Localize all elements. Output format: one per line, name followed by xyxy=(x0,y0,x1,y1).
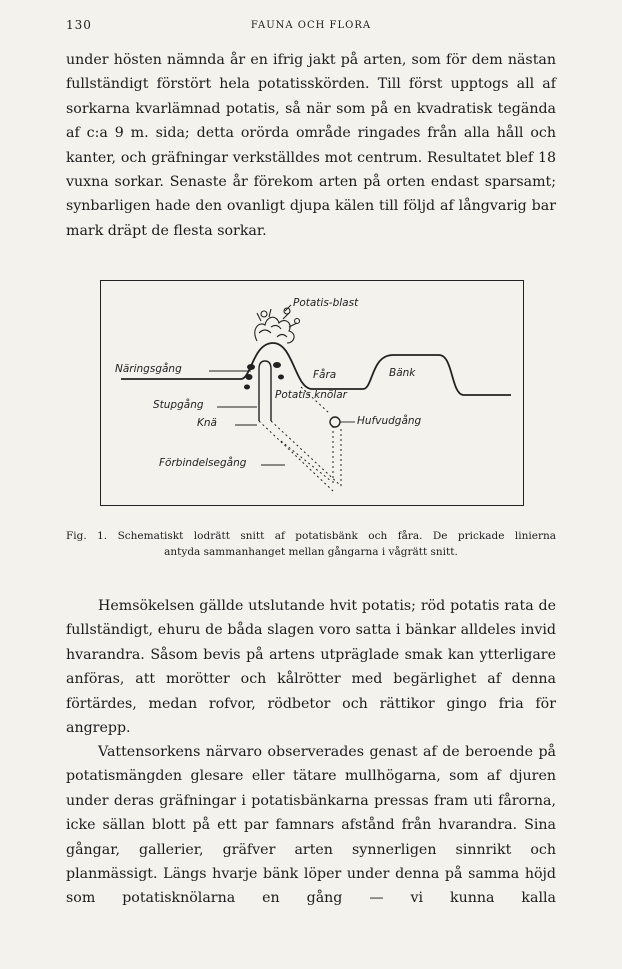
paragraph-2: Hemsökelsen gällde utslutande hvit potatis; röd potatis rata de fullständigt, ehuru de båda slagen voro satta i bänkar alldeles invid hvarandra. Såsom bevis på artens utpräglade smak kan ytterligare anföras, att morötter och kålrötter med begärlighet af denna förtärdes, medan rofvor, rödbetor och rättikor gingo fria för angrepp. xyxy=(66,598,556,737)
label-fara: Fåra xyxy=(313,369,337,381)
potato-tubers xyxy=(244,362,284,390)
label-hufvudgang: Hufvudgång xyxy=(357,415,422,427)
vertical-tunnel xyxy=(259,361,271,421)
main-tunnel-circle xyxy=(330,417,340,427)
running-title: FAUNA OCH FLORA xyxy=(250,20,372,31)
figure-caption xyxy=(66,528,556,560)
label-potatis-blast: Potatis-blast xyxy=(293,297,359,309)
figure-1 xyxy=(100,280,524,506)
label-forbindelsegang: Förbindelsegång xyxy=(159,457,247,469)
potato-plant-icon xyxy=(255,308,300,343)
label-potatis-knolar: Potatis knölar xyxy=(275,389,347,401)
caption-line-1: Fig. 1. Schematiskt lodrätt snitt af potatisbänk och fåra. De prickade linierna xyxy=(66,530,556,542)
caption-line-2: antyda sammanhanget mellan gångarna i vågrätt snitt. xyxy=(164,546,458,558)
label-stupgang: Stupgång xyxy=(153,399,204,411)
label-kna: Knä xyxy=(197,417,217,429)
page-number: 130 xyxy=(66,18,92,32)
label-bank: Bänk xyxy=(389,367,416,379)
paragraph-1: under hösten nämnda år en ifrig jakt på arten, som för dem nästan fullständigt förstört hela potatisskörden. Till först upptogs all af sorkarna kvarlämnad potatis, så när som på en kvadratisk tegända af c:a 9 m. sida; detta orörda område ringades från alla håll och kanter, och gräfningar verkställdes mot centrum. Resultatet blef 18 vuxna sorkar. Senaste år förekom arten på orten endast sparsamt; synbarligen hade den ovanligt djupa kälen till följd af långvarig bar mark dräpt de flesta sorkar. xyxy=(66,52,556,239)
paragraph-3: Vattensorkens närvaro observerades genast af de beroende på potatismängden glesare eller tätare mullhögarna, som af djuren under deras gräfningar i potatisbänkarna pressas fram uti fårorna, icke sällan blott på ett par famnars afstånd från hvarandra. Sina gångar, gallerier, gräfver arten synnerligen sinnrikt och planmässigt. Längs hvarje bänk löper under denna på samma höjd som potatisknölarna en gång — vi kunna kalla xyxy=(66,744,556,907)
label-naringsgang: Näringsgång xyxy=(115,363,182,375)
